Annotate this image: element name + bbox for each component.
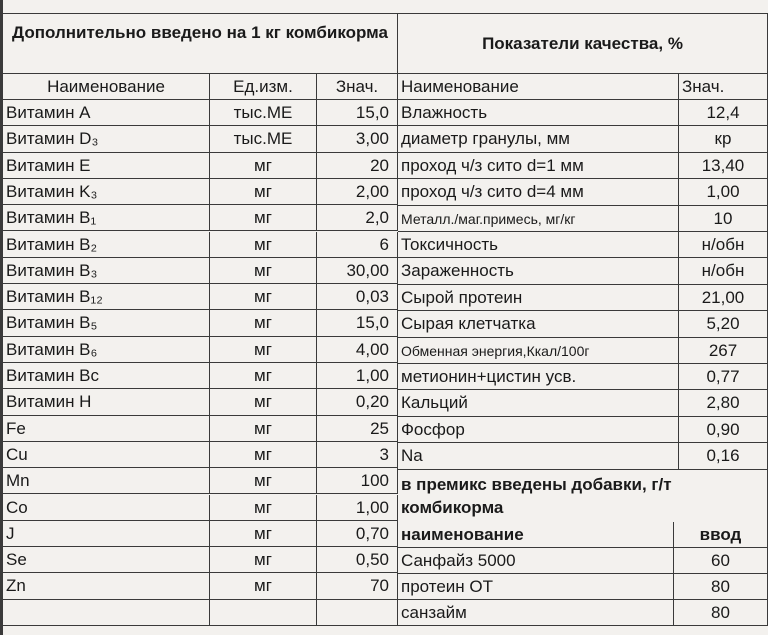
- left-row-value: 15,0: [317, 100, 398, 126]
- left-row-name: Витамин B₅: [3, 310, 210, 336]
- left-row-name: Витамин Bc: [3, 363, 210, 389]
- left-row-value: 25: [317, 416, 398, 442]
- left-row-name: Витамин B₃: [3, 258, 210, 284]
- right-row-name: Токсичность: [398, 232, 679, 258]
- left-row-name: Витамин B₂: [3, 232, 210, 258]
- left-row-value: 0,70: [317, 521, 398, 547]
- right-row-name: Фосфор: [398, 417, 679, 443]
- right-row-name: проход ч/з сито d=4 мм: [398, 179, 679, 205]
- left-row-name: Витамин D₃: [3, 126, 210, 152]
- left-row-value: 2,0: [317, 205, 398, 231]
- left-empty-value-cell: [317, 600, 398, 626]
- left-row-value: 0,20: [317, 389, 398, 415]
- left-row-name: Se: [3, 547, 210, 573]
- left-row-value: 1,00: [317, 363, 398, 389]
- left-row-name: Витамин B₆: [3, 337, 210, 363]
- right-row-name: Кальций: [398, 390, 679, 416]
- left-row-value: 0,03: [317, 284, 398, 310]
- right-row-value: 21,00: [679, 285, 768, 311]
- right-row-value: кр: [679, 126, 768, 152]
- right-row-name: Сырая клетчатка: [398, 311, 679, 337]
- right-row-value: н/обн: [679, 258, 768, 284]
- left-row-unit: мг: [210, 389, 317, 415]
- premix-note: в премикс введены добавки, г/т комбикорма: [398, 470, 768, 522]
- left-row-name: Витамин H: [3, 389, 210, 415]
- right-row-name: Обменная энергия,Ккал/100г: [398, 338, 679, 364]
- right-row-name: метионин+цистин усв.: [398, 364, 679, 390]
- left-col-value-header: Знач.: [317, 74, 398, 100]
- left-col-name-header: Наименование: [3, 74, 210, 100]
- left-row-unit: мг: [210, 205, 317, 231]
- left-row-name: Витамин E: [3, 153, 210, 179]
- left-row-unit: тыс.ME: [210, 126, 317, 152]
- left-row-value: 4,00: [317, 337, 398, 363]
- left-row-name: Fe: [3, 416, 210, 442]
- left-row-unit: мг: [210, 179, 317, 205]
- right-row-value: 2,80: [679, 390, 768, 416]
- left-row-name: Cu: [3, 442, 210, 468]
- left-row-unit: мг: [210, 495, 317, 521]
- left-row-unit: мг: [210, 284, 317, 310]
- left-row-name: Co: [3, 495, 210, 521]
- left-row-unit: мг: [210, 310, 317, 336]
- left-row-unit: мг: [210, 573, 317, 599]
- left-row-unit: мг: [210, 468, 317, 494]
- left-row-value: 3: [317, 442, 398, 468]
- left-row-value: 70: [317, 573, 398, 599]
- left-row-value: 15,0: [317, 310, 398, 336]
- left-row-name: Витамин B₁: [3, 205, 210, 231]
- right-row-name: Сырой протеин: [398, 285, 679, 311]
- additive-row-value: 80: [674, 600, 768, 626]
- right-row-value: 1,00: [679, 179, 768, 205]
- additive-row-name: протеин ОТ: [398, 574, 674, 600]
- left-empty-name-cell: [3, 600, 210, 626]
- right-row-value: 0,90: [679, 417, 768, 443]
- additive-row-value: 80: [674, 574, 768, 600]
- left-row-value: 20: [317, 153, 398, 179]
- left-row-name: Витамин A: [3, 100, 210, 126]
- left-row-value: 3,00: [317, 126, 398, 152]
- left-row-unit: мг: [210, 232, 317, 258]
- additives-col-value-header: ввод: [674, 522, 768, 548]
- right-col-name-header: Наименование: [398, 74, 679, 100]
- left-row-unit: мг: [210, 337, 317, 363]
- left-row-name: J: [3, 521, 210, 547]
- right-row-name: Зараженность: [398, 258, 679, 284]
- left-row-value: 100: [317, 468, 398, 494]
- left-table-title: Дополнительно введено на 1 кг комбикорма: [3, 14, 398, 74]
- right-row-value: 267: [679, 338, 768, 364]
- left-row-unit: мг: [210, 547, 317, 573]
- left-row-unit: мг: [210, 442, 317, 468]
- right-table-title: Показатели качества, %: [398, 14, 768, 74]
- right-row-value: н/обн: [679, 232, 768, 258]
- left-row-name: Витамин K₃: [3, 179, 210, 205]
- right-row-value: 0,16: [679, 443, 768, 469]
- left-row-unit: тыс.ME: [210, 100, 317, 126]
- additive-row-name: Санфайз 5000: [398, 548, 674, 574]
- left-row-unit: мг: [210, 416, 317, 442]
- right-row-name: проход ч/з сито d=1 мм: [398, 153, 679, 179]
- left-row-value: 0,50: [317, 547, 398, 573]
- left-row-name: Витамин B₁₂: [3, 284, 210, 310]
- right-row-name: Na: [398, 443, 679, 469]
- right-row-name: Влажность: [398, 100, 679, 126]
- right-row-value: 13,40: [679, 153, 768, 179]
- left-row-value: 2,00: [317, 179, 398, 205]
- left-row-value: 30,00: [317, 258, 398, 284]
- left-row-unit: мг: [210, 258, 317, 284]
- right-row-name: Металл./маг.примесь, мг/кг: [398, 206, 679, 232]
- right-col-value-header: Знач.: [679, 74, 768, 100]
- additive-row-name: санзайм: [398, 600, 674, 626]
- left-row-name: Mn: [3, 468, 210, 494]
- left-row-value: 1,00: [317, 495, 398, 521]
- left-row-value: 6: [317, 232, 398, 258]
- right-row-value: 12,4: [679, 100, 768, 126]
- additives-col-name-header: наименование: [398, 522, 674, 548]
- right-row-value: 0,77: [679, 364, 768, 390]
- additive-row-value: 60: [674, 548, 768, 574]
- left-row-name: Zn: [3, 573, 210, 599]
- left-empty-unit-cell: [210, 600, 317, 626]
- left-row-unit: мг: [210, 521, 317, 547]
- right-row-name: диаметр гранулы, мм: [398, 126, 679, 152]
- right-row-value: 10: [679, 206, 768, 232]
- left-col-unit-header: Ед.изм.: [210, 74, 317, 100]
- left-row-unit: мг: [210, 363, 317, 389]
- left-row-unit: мг: [210, 153, 317, 179]
- right-row-value: 5,20: [679, 311, 768, 337]
